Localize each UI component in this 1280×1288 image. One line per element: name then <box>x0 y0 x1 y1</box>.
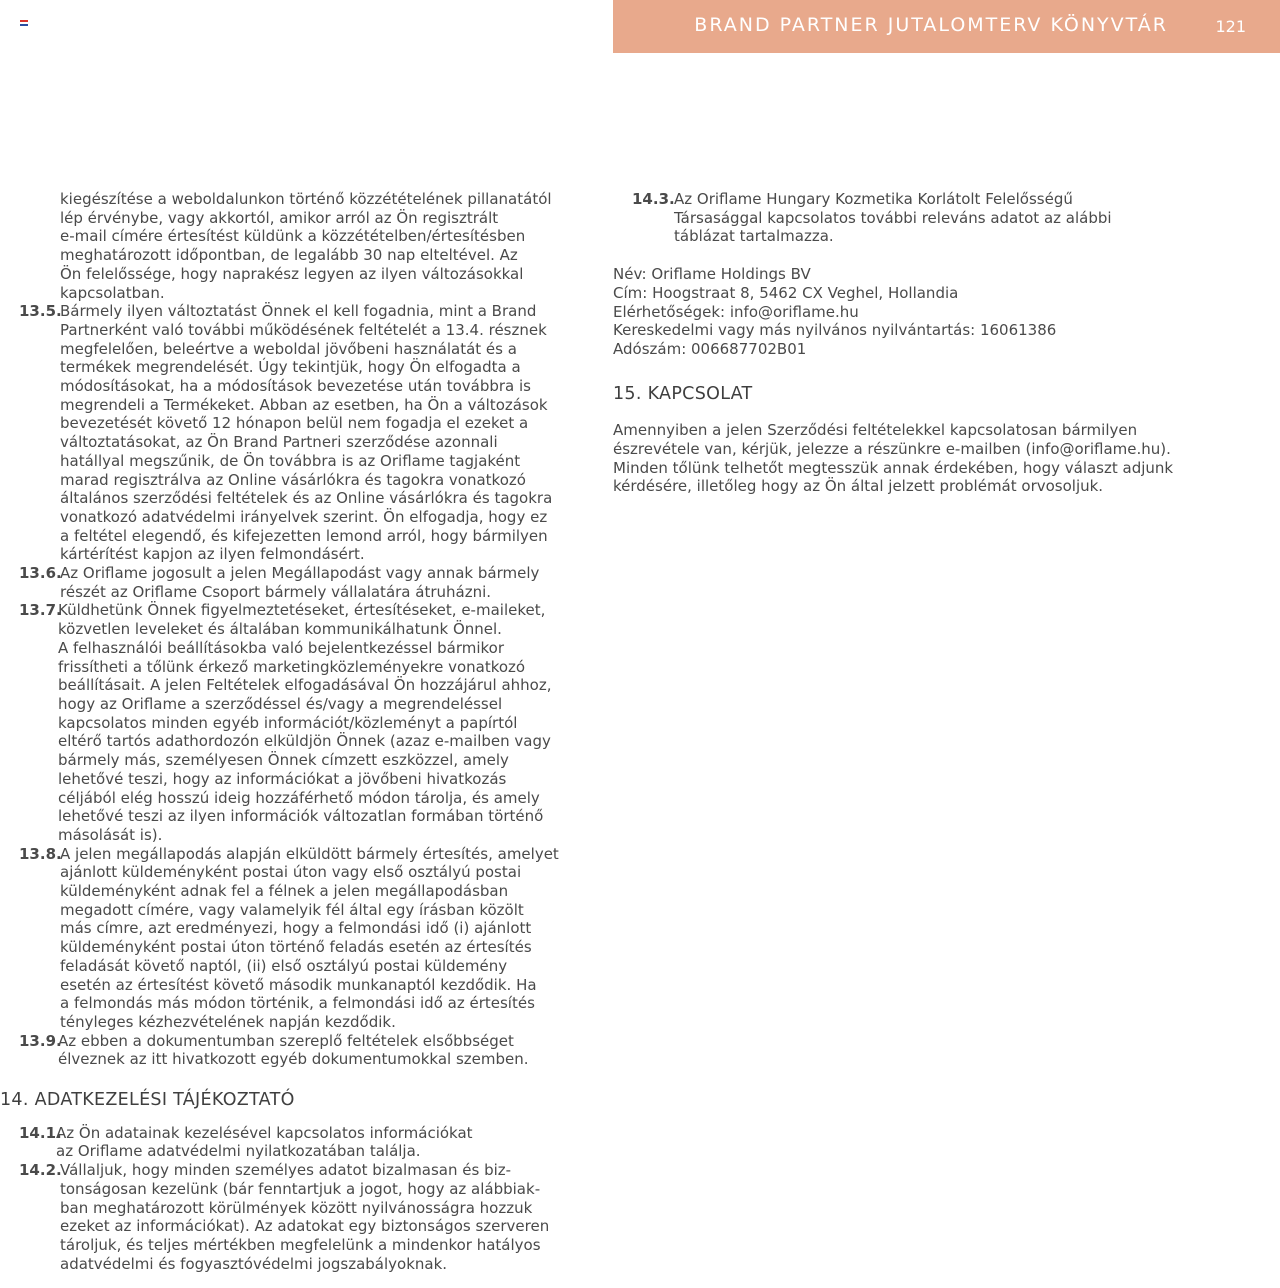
company-contact: Elérhetőségek: info@oriflame.hu <box>613 302 859 321</box>
item-13-8 <box>0 845 570 1032</box>
item-13-9 <box>0 1032 570 1069</box>
company-address: Cím: Hoogstraat 8, 5462 CX Veghel, Hollandia <box>613 283 959 302</box>
item-13-6 <box>0 564 570 601</box>
paragraph: A jelen megállapodás alapján elküldött bármely értesítés, amelyet ajánlott küldeményként postai úton vagy első osztályú postai küldeményként adnak fel a félnek a jelen megállapodásban megadott címére, vagy valamelyik fél által egy írásban közölt más címre, azt eredményezi, hogy a felmondási idő (i) ajánlott küldeményként postai úton történő feladás esetén az értesítés feladását követő naptól, (ii) első osztályú postai küldemény esetén az értesítést követő második munkanaptól kezdődik. Ha a felmondás más módon történik, a felmondási idő az értesítés tényleges kézhezvételének napján kezdődik. <box>60 844 559 1031</box>
item-13-5 <box>0 302 570 564</box>
right-column <box>613 190 1213 496</box>
language-flag-icon <box>20 20 28 26</box>
page-number: 121 <box>1215 17 1246 36</box>
company-tax-number: Adószám: 006687702B01 <box>613 339 807 358</box>
company-registry: Kereskedelmi vagy más nyilvános nyilvántartás: 16061386 <box>613 321 1057 340</box>
item-14-2 <box>0 1161 570 1273</box>
item-13-7 <box>0 601 570 844</box>
company-details <box>613 265 1213 359</box>
left-column <box>0 190 570 1273</box>
item-14-3 <box>613 190 1213 246</box>
item-number: 13.7. <box>19 601 62 620</box>
item-number: 13.6. <box>19 564 62 583</box>
item-number: 13.5. <box>19 302 62 321</box>
item-number: 14.2. <box>19 1161 62 1180</box>
item-number: 14.3. <box>632 190 675 208</box>
paragraph: Küldhetünk Önnek figyelmeztetéseket, értesítéseket, e-maileket, közvetlen leveleket és általában kommunikálhatunk Önnel. A felhasználói beállításokba való bejelentkezéssel bármikor frissítheti a tőlünk érkező marketingközleményekre vonatkozó beállításait. A jelen Feltételek elfogadásával Ön hozzájárul ahhoz, hogy az Oriflame a szerződéssel és/vagy a megrendeléssel kapcsolatos minden egyéb információt/közleményt a papírtól eltérő tartós adathordozón elküldjön Önnek (azaz e-mailben vagy bármely más, személyesen Önnek címzett eszközzel, amely lehetővé teszi, hogy az információkat a jövőbeni hivatkozás céljából elég hosszú ideig hozzáférhető módon tárolja, és amely lehetővé teszi az ilyen információk változatlan formában történő másolását is). <box>58 601 552 844</box>
paragraph: Az Oriflame Hungary Kozmetika Korlátolt Felelősségű Társasággal kapcsolatos további releváns adatot az alábbi táblázat tartalmazza. <box>674 190 1112 246</box>
section-15-title: 15. KAPCSOLAT <box>613 383 753 404</box>
item-14-1 <box>0 1124 570 1161</box>
item-13-4-continuation <box>0 190 570 302</box>
paragraph: Az Ön adatainak kezelésével kapcsolatos információkat az Oriflame adatvédelmi nyilatkozatában találja. <box>56 1123 473 1161</box>
item-number: 14.1. <box>19 1123 62 1142</box>
paragraph: Az ebben a dokumentumban szereplő feltételek elsőbbséget élveznek az itt hivatkozott egyéb dokumentumokkal szemben. <box>58 1031 529 1069</box>
item-number: 13.9. <box>19 1031 62 1050</box>
item-number: 13.8. <box>19 844 62 863</box>
paragraph: Bármely ilyen változtatást Önnek el kell fogadnia, mint a Brand Partnerként való további működésének feltételét a 13.4. résznek megfelelően, beleértve a weboldal jövőbeni használatát és a termékek megrendelését. Úgy tekintjük, hogy Ön elfogadta a módosításokat, ha a módosítások bevezetése után továbbra is megrendeli a Termékeket. Abban az esetben, ha Ön a változások bevezetését követő 12 hónapon belül nem fogadja el ezeket a változtatásokat, az Ön Brand Partneri szerződése azonnali hatállyal megszűnik, de Ön továbbra is az Oriflame tagjaként marad regisztrálva az Online vásárlókra és tagokra vonatkozó általános szerződési feltételek és az Online vásárlókra és tagokra vonatkozó adatvédelmi irányelvek szerint. Ön elfogadja, hogy ez a feltétel elegendő, és kifejezetten lemond arról, hogy bármilyen kártérítést kapjon az ilyen felmondásért. <box>60 302 553 564</box>
company-name: Név: Oriflame Holdings BV <box>613 265 811 284</box>
contact-paragraph: Amennyiben a jelen Szerződési feltételekkel kapcsolatosan bármilyen észrevétele van, kérjük, jelezze a részünkre e-mailben (info@oriflame.hu). Minden tőlünk telhetőt megtesszük annak érdekében, hogy választ adjunk kérdésére, illetőleg hogy az Ön által jelzett problémát orvosoljuk. <box>613 421 1174 496</box>
section-14-title: 14. ADATKEZELÉSI TÁJÉKOZTATÓ <box>0 1090 295 1111</box>
paragraph: kiegészítése a weboldalunkon történő közzétételének pillanatától lép érvénybe, vagy akkortól, amikor arról az Ön regisztrált e-mail címére értesítést küldünk a közzétételben/értesítésben meghatározott időpontban, de legalább 30 nap elteltével. Az Ön felelőssége, hogy naprakész legyen az ilyen változásokkal kapcsolatban. <box>60 190 552 302</box>
paragraph: Vállaljuk, hogy minden személyes adatot bizalmasan és biz- tonságosan kezelünk (bár fenntartjuk a jogot, hogy az alábbiak- ban meghatározott körülmények között nyilvánosságra hozzuk ezeket az információkat). Az adatokat egy biztonságos szerveren tároljuk, és teljes mértékben megfelelünk a mindenkor hatályos adatvédelmi és fogyasztóvédelmi jogszabályoknak. <box>60 1161 550 1273</box>
header-title: BRAND PARTNER JUTALOMTERV KÖNYVTÁR <box>694 14 1168 36</box>
paragraph: Az Oriflame jogosult a jelen Megállapodást vagy annak bármely részét az Oriflame Csoport bármely vállalatára átruházni. <box>60 564 540 601</box>
header-bar <box>613 0 1280 53</box>
